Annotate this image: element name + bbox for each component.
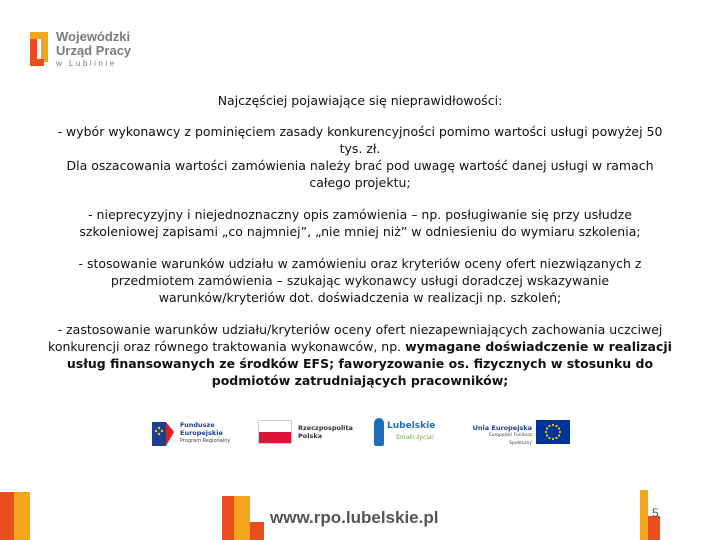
paragraph-4 [48, 321, 672, 389]
ue-sub: Europejski Fundusz Społeczny [488, 433, 532, 446]
paragraph-1-line-2: Dla oszacowania wartości zamówienia należy brać pod uwagę wartość danej usługi w ramach całego projektu; [66, 158, 654, 190]
lubelskie-name: Lubelskie [387, 421, 436, 431]
paragraph-1-line-1: - wybór wykonawcy z pominięciem zasady konkurencyjności pomimo wartości usługi powyżej 50 tys. zł. [57, 124, 663, 156]
paragraph-4-text: - zastosowanie warunków udziału/kryteriów oceny ofert niezapewniających zachowania uczciwej konkurencji oraz równego traktowania wykonawców, np. [48, 322, 663, 354]
paragraph-3-text: - stosowanie warunków udziału w zamówieniu oraz kryteriów oceny ofert niezwiązanych z przedmiotem zamówienia – szukając wykonawcy usługi doradczej wskazywanie warunków/kryteriów dot. doświadczenia w realizacji np. szkoleń; [78, 256, 642, 305]
paragraph-1 [48, 123, 672, 191]
fundusze-europejskie-icon [150, 418, 176, 448]
lubelskie-logo [374, 414, 454, 452]
logo-line2: Urząd Pracy [56, 43, 132, 58]
eu-flag-icon [536, 420, 570, 444]
logo-line1: Wojewódzki [56, 29, 131, 44]
wup-logo [30, 28, 170, 72]
slide-content [48, 92, 672, 404]
fe-line2: Europejskie [180, 429, 223, 437]
paragraph-2 [48, 206, 672, 240]
pl-line1: Rzeczpospolita [298, 424, 353, 432]
pl-line2: Polska [298, 432, 323, 440]
website-url: www.rpo.lubelskie.pl [270, 508, 439, 527]
fe-sub: Program Regionalny [180, 438, 231, 444]
wup-logo-text [56, 30, 131, 70]
lubelskie-icon [374, 418, 384, 446]
paragraph-4-bold-text: wymagane doświadczenie w realizacji usług finansowanych ze środków EFS; faworyzowanie os. fizycznych w stosunku do podmiotów zatrudniających pracowników; [66, 339, 672, 388]
paragraph-2-text: - nieprecyzyjny i niejednoznaczny opis zamówienia – np. posługiwanie się przy usłudze szkoleniowej zapisami „co najmniej”, „nie mniej niż” w odniesieniu do wymiaru szkolenia; [79, 207, 641, 239]
paragraph-3 [48, 255, 672, 306]
rzeczpospolita-polska-logo [258, 414, 353, 452]
funding-logos [150, 414, 580, 452]
logo-line3: w Lublinie [56, 59, 117, 68]
unia-europejska-logo [466, 414, 576, 452]
ue-line1: Unia Europejska [472, 424, 532, 432]
slide-heading: Najczęściej pojawiające się nieprawidłowości: [217, 93, 503, 108]
wup-logo-mark [30, 32, 50, 66]
page-number: 5 [652, 506, 659, 520]
fe-line1: Fundusze [180, 421, 215, 429]
fundusze-europejskie-logo [150, 414, 245, 452]
footer [0, 486, 720, 540]
polish-flag-icon [258, 420, 292, 444]
lubelskie-tagline: Smaki życia! [396, 434, 435, 441]
